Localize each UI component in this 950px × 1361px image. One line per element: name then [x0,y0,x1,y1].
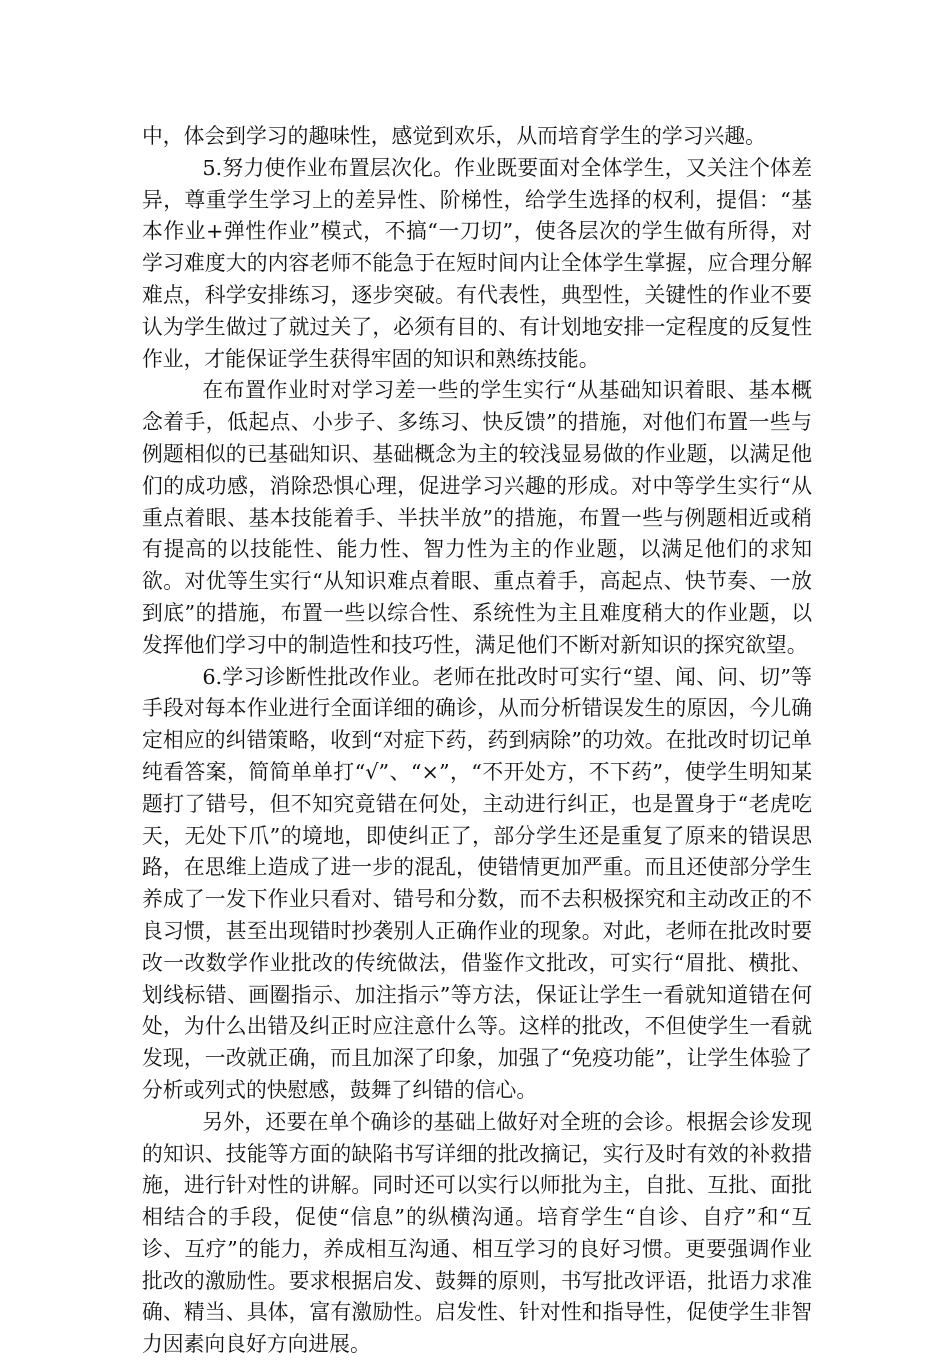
paragraph-class-consultation: 另外，还要在单个确诊的基础上做好对全班的会诊。根据会诊发现的知识、技能等方面的缺陷书写详细的批改摘记，实行及时有效的补救措施，进行针对性的讲解。同时还可以实行以师批为主，自批、互批、面批相结合的手段，促使“信息”的纵横沟通。培育学生“自诊、自疗”和“互诊、互疗”的能力，养成相互沟通、相互学习的良好习惯。更要强调作业批改的激励性。要求根据启发、鼓舞的原则，书写批改评语，批语力求准确、精当、具体，富有激励性。启发性、针对性和指导性，促使学生非智力因素向良好方向进展。 [142,1109,812,1357]
paragraph-continuation: 中，体会到学习的趣味性，感觉到欢乐，从而培育学生的学习兴趣。 [142,124,766,148]
paragraph-item-5: 5.努力使作业布置层次化。作业既要面对全体学生，又关注个体差异，尊重学生学习上的差异性、阶梯性，给学生选择的权利，提倡：“基本作业+弹性作业”模式，不搞“一刀切”，使各层次的学生做有所得，对学习难度大的内容老师不能急于在短时间内让全体学生掌握，应合理分解难点，科学安排练习，逐步突破。有代表性，典型性，关键性的作业不要认为学生做过了就过关了，必须有目的、有计划地安排一定程度的反复性作业，才能保证学生获得牢固的知识和熟练技能。 [142,155,812,371]
document-page [142,121,812,1361]
paragraph-item-6: 6.学习诊断性批改作业。老师在批改时可实行“望、闻、问、切”等手段对每本作业进行全面详细的确诊，从而分析错误发生的原因，今儿确定相应的纠错策略，收到“对症下药，药到病除”的功效。在批改时切记单纯看答案，简简单单打“√”、“×”，“不开处方，不下药”，使学生明知某题打了错号，但不知究竟错在何处，主动进行纠正，也是置身于“老虎吃天，无处下爪”的境地，即使纠正了，部分学生还是重复了原来的错误思路，在思维上造成了进一步的混乱，使错情更加严重。而且还使部分学生养成了一发下作业只看对、错号和分数，而不去积极探究和主动改正的不良习惯，甚至出现错时抄袭别人正确作业的现象。对此，老师在批改时要改一改数学作业批改的传统做法，借鉴作文批改，可实行“眉批、横批、划线标错、画圈指示、加注指示”等方法，保证让学生一看就知道错在何处，为什么出错及纠正时应注意什么等。这样的批改，不但使学生一看就发现，一改就正确，而且加深了印象，加强了“免疫功能”，让学生体验了分析或列式的快慰感，鼓舞了纠错的信心。 [142,664,812,1102]
paragraph-layered-homework: 在布置作业时对学习差一些的学生实行“从基础知识着眼、基本概念着手，低起点、小步子、多练习、快反馈”的措施，对他们布置一些与例题相似的已基础知识、基础概念为主的较浅显易做的作业题，以满足他们的成功感，消除恐惧心理，促进学习兴趣的形成。对中等学生实行“从重点着眼、基本技能着手、半扶半放”的措施，布置一些与例题相近或稍有提高的以技能性、能力性、智力性为主的作业题，以满足他们的求知欲。对优等生实行“从知识难点着眼、重点着手，高起点、快节奏、一放到底”的措施，布置一些以综合性、系统性为主且难度稍大的作业题，以发挥他们学习中的制造性和技巧性，满足他们不断对新知识的探究欲望。 [142,378,812,657]
